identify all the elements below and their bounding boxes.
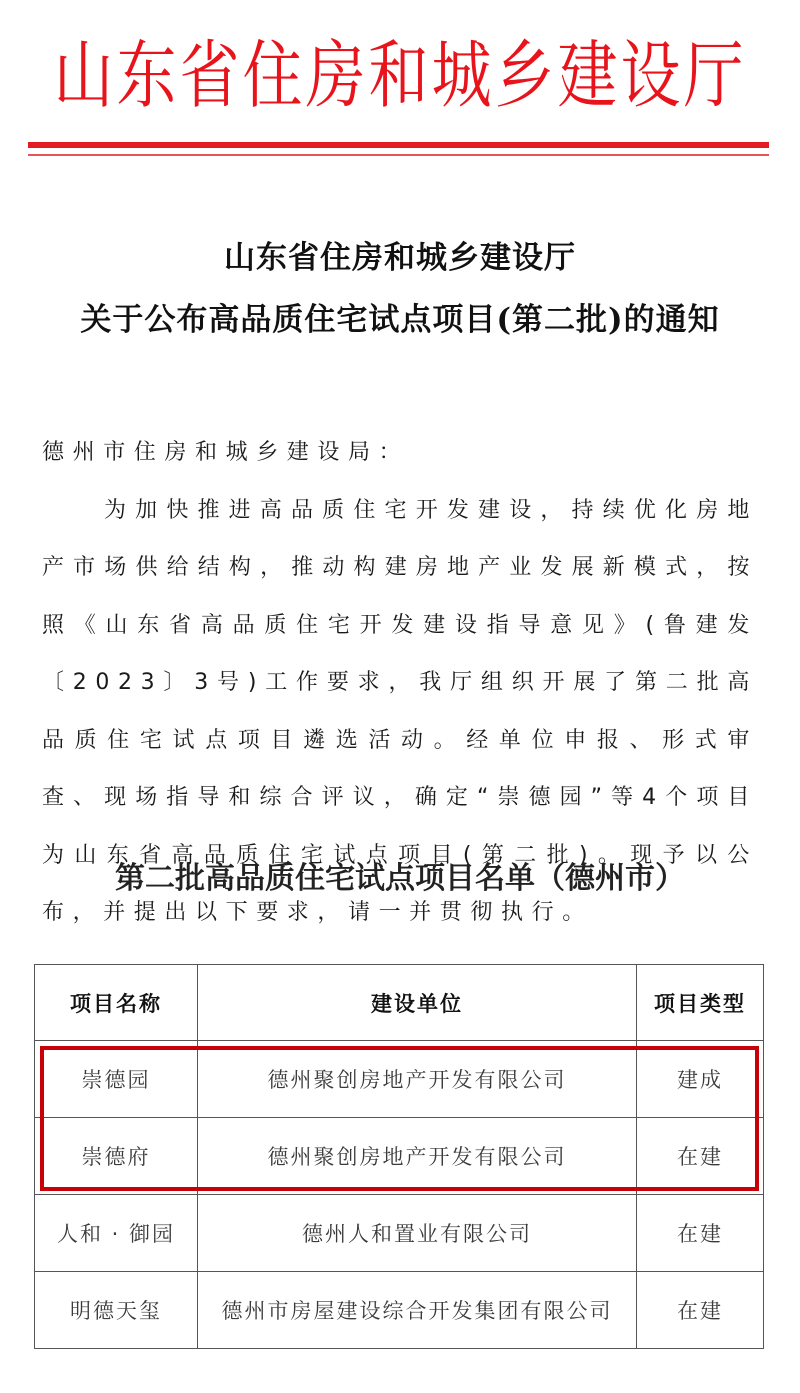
document-title-line-2: 关于公布高品质住宅试点项目(第二批)的通知 (80, 302, 720, 338)
salutation: 德州市住房和城乡建设局： (42, 440, 410, 465)
cell-construction-unit: 德州聚创房地产开发有限公司 (198, 1041, 637, 1118)
header-project-type: 项目类型 (637, 965, 764, 1041)
cell-project-name: 崇德府 (35, 1118, 198, 1195)
cell-project-type: 在建 (637, 1195, 764, 1272)
letterhead (30, 30, 770, 122)
cell-construction-unit: 德州人和置业有限公司 (198, 1195, 637, 1272)
table-row (35, 1272, 764, 1349)
header-project-name: 项目名称 (35, 965, 198, 1041)
table-row (35, 1118, 764, 1195)
cell-project-name: 人和 · 御园 (35, 1195, 198, 1272)
table-row (35, 1195, 764, 1272)
table-header-row (35, 965, 764, 1041)
cell-project-name: 崇德园 (35, 1041, 198, 1118)
document-title-line-1: 山东省住房和城乡建设厅 (224, 240, 576, 276)
letterhead-rule-thick (28, 142, 769, 148)
cell-project-type: 建成 (637, 1041, 764, 1118)
cell-project-name: 明德天玺 (35, 1272, 198, 1349)
project-table (34, 964, 764, 1349)
cell-construction-unit: 德州市房屋建设综合开发集团有限公司 (198, 1272, 637, 1349)
cell-construction-unit: 德州聚创房地产开发有限公司 (198, 1118, 637, 1195)
body-paragraph: 为加快推进高品质住宅开发建设，持续优化房地产市场供给结构，推动构建房地产业发展新模式，按照《山东省高品质住宅开发建设指导意见》(鲁建发〔2023〕3号)工作要求，我厅组织开展了第二批高品质住宅试点项目遴选活动。经单位申报、形式审查、现场指导和综合评议，确定“崇德园”等4个项目为山东省高品质住宅试点项目(第二批)。现予以公布，并提出以下要求，请一并贯彻执行。 (42, 497, 758, 925)
table-caption: 第二批高品质住宅试点项目名单（德州市） (115, 861, 685, 896)
cell-project-type: 在建 (637, 1272, 764, 1349)
cell-project-type: 在建 (637, 1118, 764, 1195)
header-construction-unit: 建设单位 (198, 965, 637, 1041)
letterhead-rule-thin (28, 154, 769, 156)
letterhead-title: 山东省住房和城乡建设厅 (53, 33, 747, 119)
table-row (35, 1041, 764, 1118)
